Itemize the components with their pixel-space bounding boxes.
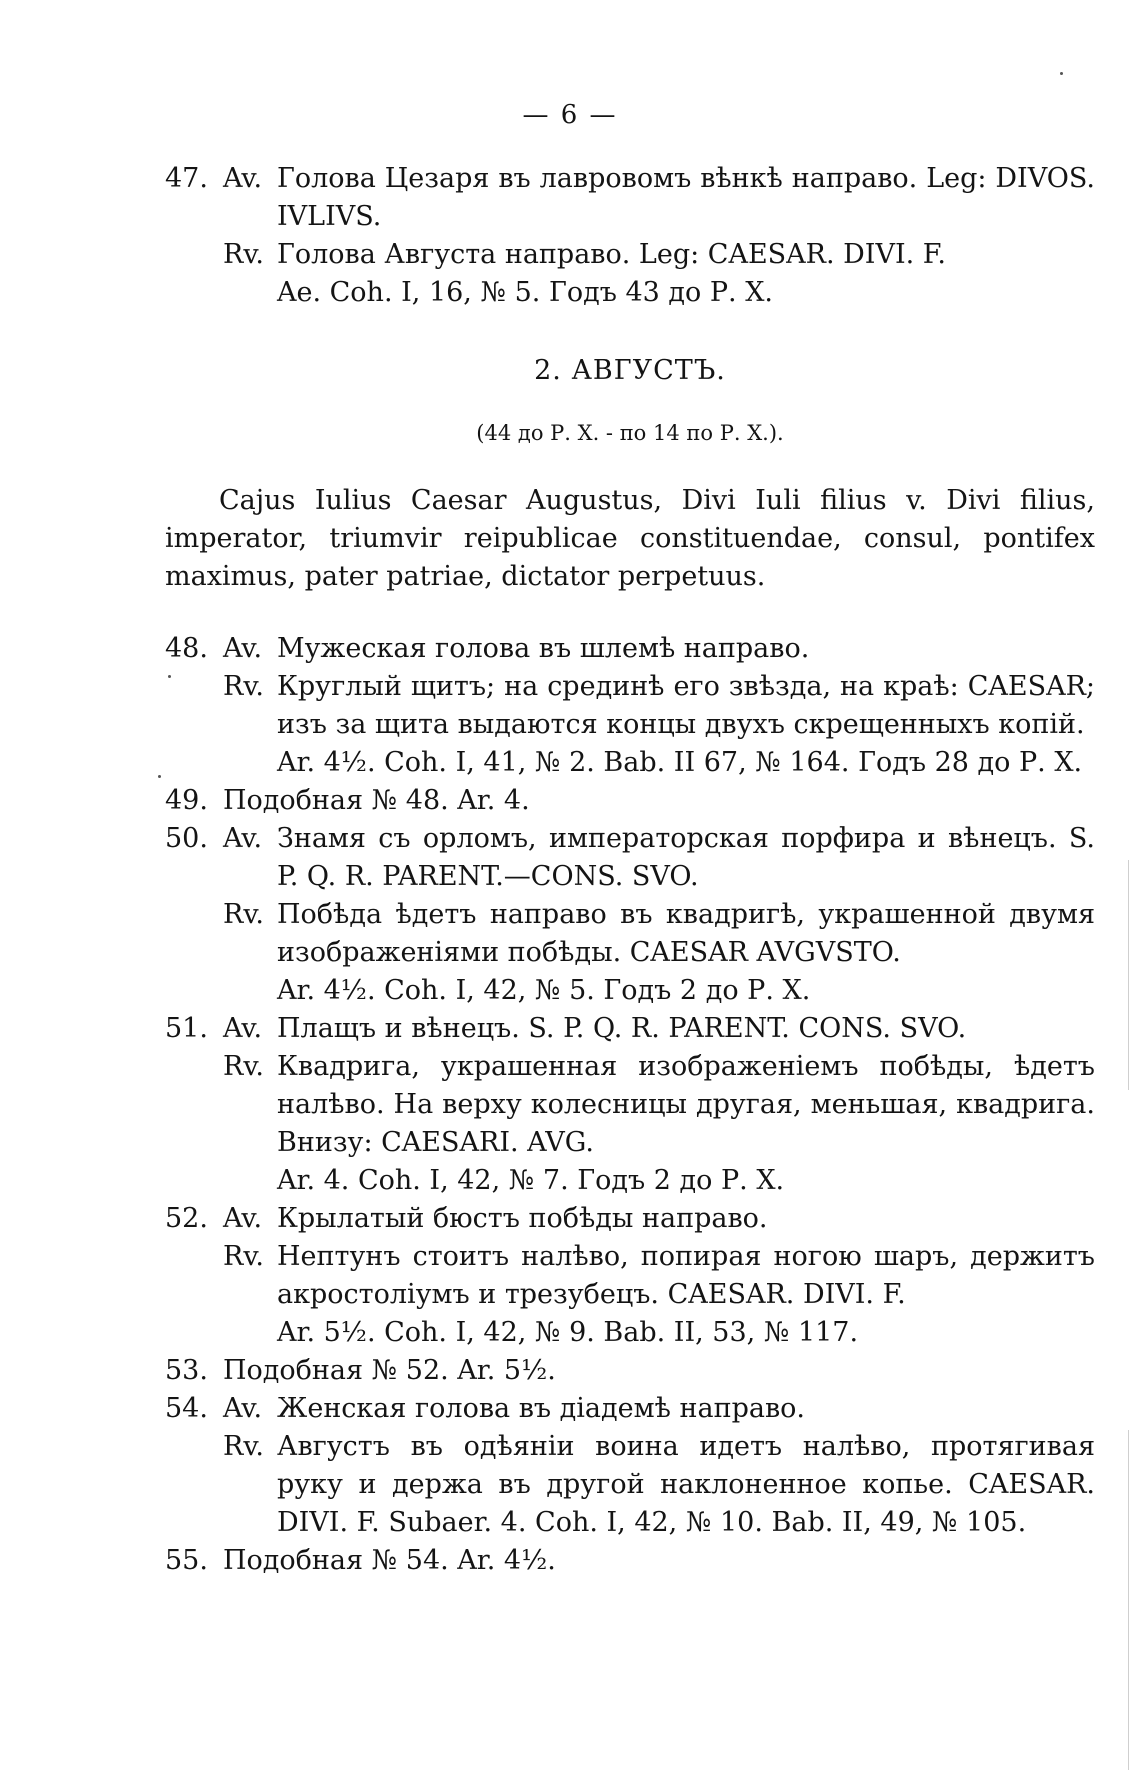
entry-body: Подобная № 48. Ar. 4. — [223, 785, 530, 816]
entry-number: 53. — [165, 1355, 208, 1386]
reverse-description — [223, 1238, 1095, 1314]
side-text: Голова Августа направо. Leg: CAESAR. DIVI. F. — [277, 239, 946, 270]
catalog-entry-54 — [165, 1390, 1095, 1542]
side-label: Rv. — [223, 1431, 264, 1462]
entry-reference: Ar. 4. Coh. I, 42, № 7. Годъ 2 до Р. Х. — [277, 1165, 785, 1196]
entry-body: Подобная № 52. Ar. 5½. — [223, 1355, 556, 1386]
catalog-entry-47 — [165, 160, 1095, 312]
entry-reference: Ar. 4½. Coh. I, 42, № 5. Годъ 2 до Р. Х. — [277, 975, 811, 1006]
section-intro: Cajus Iulius Caesar Augustus, Divi Iuli filius v. Divi filius, imperator, triumvir reipublicae constituendae, consul, pontifex maximus, pater patriae, dictator perpetuus. — [165, 485, 1095, 592]
scan-edge-line — [1128, 1430, 1129, 1770]
obverse-description — [223, 630, 1095, 668]
side-label: Rv. — [223, 671, 264, 702]
section-dates: (44 до Р. Х. - по 14 по Р. Х.). — [476, 421, 784, 445]
obverse-description — [223, 1200, 1095, 1238]
entry-number: 51. — [165, 1013, 208, 1044]
entry-number: 50. — [165, 823, 208, 854]
entry-number: 47. — [165, 163, 208, 194]
entry-body — [223, 820, 1095, 1010]
catalog-entry-49 — [165, 782, 1095, 820]
entry-body — [223, 1200, 1095, 1352]
side-label: Av. — [223, 823, 263, 854]
side-label: Rv. — [223, 899, 264, 930]
side-label: Av. — [223, 163, 263, 194]
page-number: — 6 — — [522, 100, 618, 130]
side-text: Августъ въ одѣяніи воина идетъ налѣво, протягивая руку и держа въ другой наклоненное копье. CAESAR. DIVI. F. Subaer. 4. Coh. I, 42, № 10. Bab. II, 49, № 105. — [277, 1431, 1095, 1538]
side-text: Крылатый бюстъ побѣды направо. — [277, 1203, 768, 1234]
side-text: Женская голова въ діадемѣ направо. — [277, 1393, 806, 1424]
spacer — [165, 596, 1095, 630]
scan-speck — [168, 675, 171, 678]
entry-number: 54. — [165, 1393, 208, 1424]
side-text: Голова Цезаря въ лавровомъ вѣнкѣ направо. Leg: DIVOS. IVLIVS. — [277, 163, 1095, 232]
side-label: Av. — [223, 1203, 263, 1234]
entry-reference: Ar. 5½. Coh. I, 42, № 9. Bab. II, 53, № 117. — [277, 1317, 859, 1348]
reverse-description — [223, 668, 1095, 744]
side-label: Av. — [223, 1393, 263, 1424]
entry-number: 48. — [165, 633, 208, 664]
side-text: Плащъ и вѣнецъ. S. P. Q. R. PARENT. CONS. SVO. — [277, 1013, 967, 1044]
reverse-description — [223, 236, 1095, 274]
page-content — [165, 160, 1095, 1580]
side-label: Rv. — [223, 239, 264, 270]
scan-edge-line — [1128, 860, 1129, 1090]
obverse-description — [223, 1390, 1095, 1428]
catalog-entry-53 — [165, 1352, 1095, 1390]
entry-number: 55. — [165, 1545, 208, 1576]
catalog-entry-52 — [165, 1200, 1095, 1352]
side-text: Мужеская голова въ шлемѣ направо. — [277, 633, 810, 664]
scan-speck — [158, 775, 161, 778]
entry-body — [223, 160, 1095, 312]
entry-body — [223, 630, 1095, 782]
side-text: Знамя съ орломъ, императорская порфира и вѣнецъ. S. P. Q. R. PARENT.—CONS. SVO. — [277, 823, 1095, 892]
catalog-entry-51 — [165, 1010, 1095, 1200]
catalog-entry-55 — [165, 1542, 1095, 1580]
obverse-description — [223, 820, 1095, 896]
scan-speck — [1060, 72, 1063, 75]
entry-body — [223, 1010, 1095, 1200]
entry-reference: Ar. 4½. Coh. I, 41, № 2. Bab. II 67, № 164. Годъ 28 до Р. Х. — [277, 747, 1083, 778]
reverse-description — [223, 1048, 1095, 1162]
side-text: Квадрига, украшенная изображеніемъ побѣды, ѣдетъ налѣво. На верху колесницы другая, меньшая, квадрига. Внизу: CAESARI. AVG. — [277, 1051, 1095, 1158]
side-text: Нептунъ стоитъ налѣво, попирая ногою шаръ, держитъ акростоліумъ и трезубецъ. CAESAR. DIVI. F. — [277, 1241, 1095, 1310]
reverse-description — [223, 1428, 1095, 1542]
obverse-description — [223, 1010, 1095, 1048]
section-title: 2. АВГУСТЪ. — [534, 355, 726, 386]
entry-body: Подобная № 54. Ar. 4½. — [223, 1545, 556, 1576]
side-label: Rv. — [223, 1051, 264, 1082]
catalog-entry-50 — [165, 820, 1095, 1010]
side-label: Av. — [223, 633, 263, 664]
entry-number: 49. — [165, 785, 208, 816]
side-text: Круглый щитъ; на срединѣ его звѣзда, на краѣ: CAESAR; изъ за щита выдаются концы двухъ скрещенныхъ копій. — [277, 671, 1095, 740]
catalog-entry-48 — [165, 630, 1095, 782]
entry-reference: Ae. Coh. I, 16, № 5. Годъ 43 до Р. Х. — [277, 277, 773, 308]
reverse-description — [223, 896, 1095, 972]
entry-number: 52. — [165, 1203, 208, 1234]
side-label: Av. — [223, 1013, 263, 1044]
side-text: Побѣда ѣдетъ направо въ квадригѣ, украшенной двумя изображеніями побѣды. CAESAR AVGVSTO. — [277, 899, 1095, 968]
side-label: Rv. — [223, 1241, 264, 1272]
entry-body — [223, 1390, 1095, 1542]
obverse-description — [223, 160, 1095, 236]
